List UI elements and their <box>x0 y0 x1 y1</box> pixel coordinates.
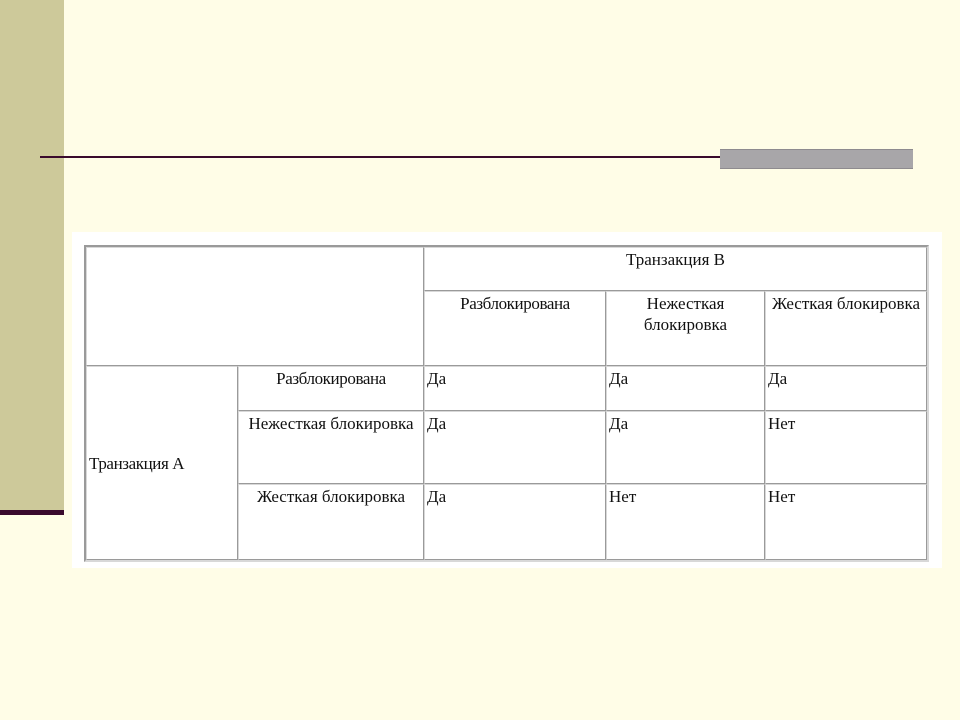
table-row <box>86 366 927 411</box>
table-cell: Нет <box>765 411 927 484</box>
empty-corner-cell <box>86 247 424 366</box>
table-cell: Да <box>424 366 606 411</box>
table-cell: Да <box>606 411 765 484</box>
transaction-b-header: Транзакция B <box>424 247 927 291</box>
title-accent-block <box>720 149 913 169</box>
table-cell: Да <box>424 411 606 484</box>
lock-compatibility-table-panel <box>72 232 942 568</box>
table-header-row-1 <box>86 247 927 291</box>
column-header-shared-lock: Нежесткая блокировка <box>606 291 765 366</box>
table-cell: Нет <box>765 484 927 560</box>
row-label-exclusive-lock: Жесткая блокировка <box>238 484 424 560</box>
table-cell: Да <box>424 484 606 560</box>
row-label-unlocked: Разблокирована <box>238 366 424 411</box>
row-label-shared-lock: Нежесткая блокировка <box>238 411 424 484</box>
lock-compatibility-table <box>84 245 929 562</box>
left-bar-underline <box>0 510 64 515</box>
left-decorative-bar <box>0 0 64 512</box>
table-cell: Да <box>765 366 927 411</box>
table-cell: Нет <box>606 484 765 560</box>
column-header-exclusive-lock: Жесткая блокировка <box>765 291 927 366</box>
transaction-a-header: Транзакция A <box>86 366 238 560</box>
column-header-unlocked: Разблокирована <box>424 291 606 366</box>
table-cell: Да <box>606 366 765 411</box>
